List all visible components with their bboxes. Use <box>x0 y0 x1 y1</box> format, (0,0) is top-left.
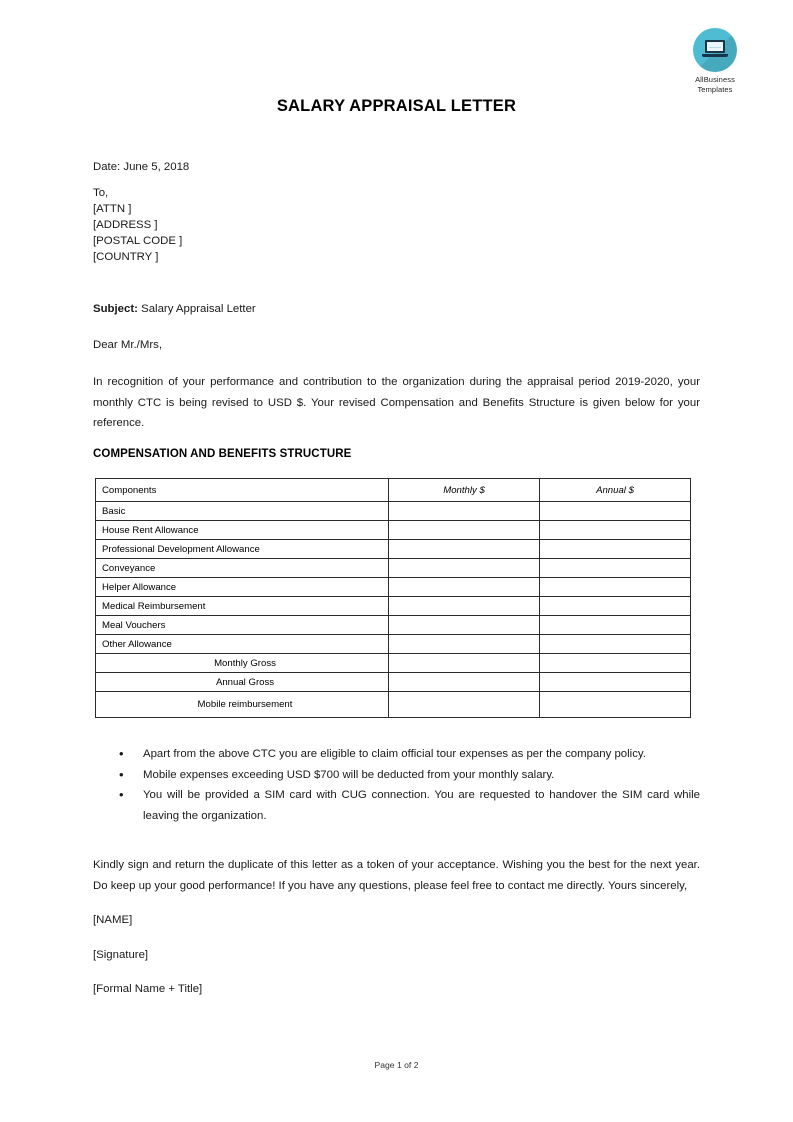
table-cell-monthly[interactable] <box>389 673 540 692</box>
table-cell-monthly[interactable] <box>389 654 540 673</box>
table-cell-annual[interactable] <box>540 502 691 521</box>
bullet-icon: • <box>119 746 124 761</box>
table-cell-annual[interactable] <box>540 578 691 597</box>
table-row <box>96 616 691 635</box>
salutation: Dear Mr./Mrs, <box>93 339 162 351</box>
table-row <box>96 559 691 578</box>
table-cell-component: House Rent Allowance <box>96 521 389 540</box>
table-cell-component: Monthly Gross <box>96 654 389 673</box>
compensation-benefits-table <box>95 478 690 718</box>
laptop-base <box>702 54 728 57</box>
recipient-attn: [ATTN ] <box>93 203 132 215</box>
table-cell-monthly[interactable] <box>389 559 540 578</box>
list-item-text: You will be provided a SIM card with CUG connection. You are requested to handover the SIM card while leaving the organization. <box>143 789 700 822</box>
table-cell-annual[interactable] <box>540 692 691 718</box>
signature-placeholder: [Signature] <box>93 948 149 961</box>
table-cell-component: Conveyance <box>96 559 389 578</box>
table-row <box>96 540 691 559</box>
table-cell-annual[interactable] <box>540 673 691 692</box>
bullet-icon: • <box>119 766 124 782</box>
table-row <box>96 597 691 616</box>
table-row <box>96 692 691 718</box>
table-cell-monthly[interactable] <box>389 521 540 540</box>
list-item-text: Apart from the above CTC you are eligible to claim official tour expenses as per the company policy. <box>143 748 646 760</box>
closing-block <box>93 855 700 1000</box>
recipient-country: [COUNTRY ] <box>93 251 159 263</box>
terms-bullet-list <box>93 744 700 826</box>
signer-name: [NAME] <box>93 914 133 926</box>
table-cell-annual[interactable] <box>540 654 691 673</box>
table-row <box>96 521 691 540</box>
subject-value: Salary Appraisal Letter <box>137 303 256 315</box>
recipient-address: [ADDRESS ] <box>93 219 158 231</box>
letter-date: Date: June 5, 2018 <box>93 161 190 173</box>
table-cell-component: Other Allowance <box>96 635 389 654</box>
table-row <box>96 502 691 521</box>
table-cell-component: Mobile reimbursement <box>96 692 389 718</box>
table-header-annual: Annual $ <box>540 479 691 502</box>
table-header-components: Components <box>96 479 389 502</box>
table-cell-annual[interactable] <box>540 597 691 616</box>
table-row <box>96 635 691 654</box>
subject-line <box>93 303 700 315</box>
formal-name-title: [Formal Name + Title] <box>93 983 203 995</box>
spacer <box>93 175 700 185</box>
table-cell-component: Professional Development Allowance <box>96 540 389 559</box>
table-cell-monthly[interactable] <box>389 597 540 616</box>
table-cell-component: Basic <box>96 502 389 521</box>
list-item <box>93 785 700 826</box>
allbusiness-templates-logo <box>672 28 758 94</box>
intro-paragraph-text: In recognition of your performance and contribution to the organization during the appraisal period 2019-2020, your monthly CTC is being revised to USD $. Your revised Compensation and Benefits Structure is given below for your reference. <box>93 376 700 429</box>
table-cell-component: Annual Gross <box>96 673 389 692</box>
table-row <box>96 673 691 692</box>
spacer <box>93 896 700 910</box>
table-cell-monthly[interactable] <box>389 616 540 635</box>
letter-header-block <box>93 159 700 265</box>
subject-label: Subject: <box>93 303 138 315</box>
table-cell-component: Helper Allowance <box>96 578 389 597</box>
table-cell-component: Meal Vouchers <box>96 616 389 635</box>
section-heading: COMPENSATION AND BENEFITS STRUCTURE <box>93 448 352 460</box>
table-cell-monthly[interactable] <box>389 692 540 718</box>
list-item <box>93 765 700 786</box>
logo-text-line1: AllBusiness <box>695 75 735 84</box>
table-cell-component: Medical Reimbursement <box>96 597 389 616</box>
table-cell-annual[interactable] <box>540 521 691 540</box>
table-cell-monthly[interactable] <box>389 635 540 654</box>
table-cell-annual[interactable] <box>540 540 691 559</box>
intro-paragraph <box>93 372 700 434</box>
list-item-text: Mobile expenses exceeding USD $700 will be deducted from your monthly salary. <box>143 768 555 781</box>
table-row <box>96 654 691 673</box>
table-cell-monthly[interactable] <box>389 502 540 521</box>
page-title: SALARY APPRAISAL LETTER <box>276 97 517 115</box>
table-cell-monthly[interactable] <box>389 578 540 597</box>
recipient-to-label: To, <box>93 187 109 199</box>
table-header-row <box>96 479 691 502</box>
table-cell-monthly[interactable] <box>389 540 540 559</box>
page-footer: Page 1 of 2 <box>374 1060 419 1070</box>
closing-paragraph: Kindly sign and return the duplicate of this letter as a token of your acceptance. Wishing you the best for the next year. Do keep up your good performance! If you have any questions, please feel free to contact me directly. Yours sincerely, <box>93 859 700 892</box>
table-row <box>96 578 691 597</box>
table-cell-annual[interactable] <box>540 635 691 654</box>
table-header-monthly: Monthly $ <box>389 479 540 502</box>
list-item <box>93 744 700 765</box>
bullet-icon: • <box>119 787 124 802</box>
recipient-postal-code: [POSTAL CODE ] <box>93 235 183 247</box>
logo-text-line2: Templates <box>697 84 733 94</box>
spacer <box>93 965 700 979</box>
logo-text <box>672 75 758 94</box>
table-cell-annual[interactable] <box>540 616 691 635</box>
laptop-screen-line <box>709 47 721 48</box>
spacer <box>93 931 700 945</box>
logo-circle <box>693 28 737 72</box>
table-cell-annual[interactable] <box>540 559 691 578</box>
laptop-icon <box>702 40 728 60</box>
